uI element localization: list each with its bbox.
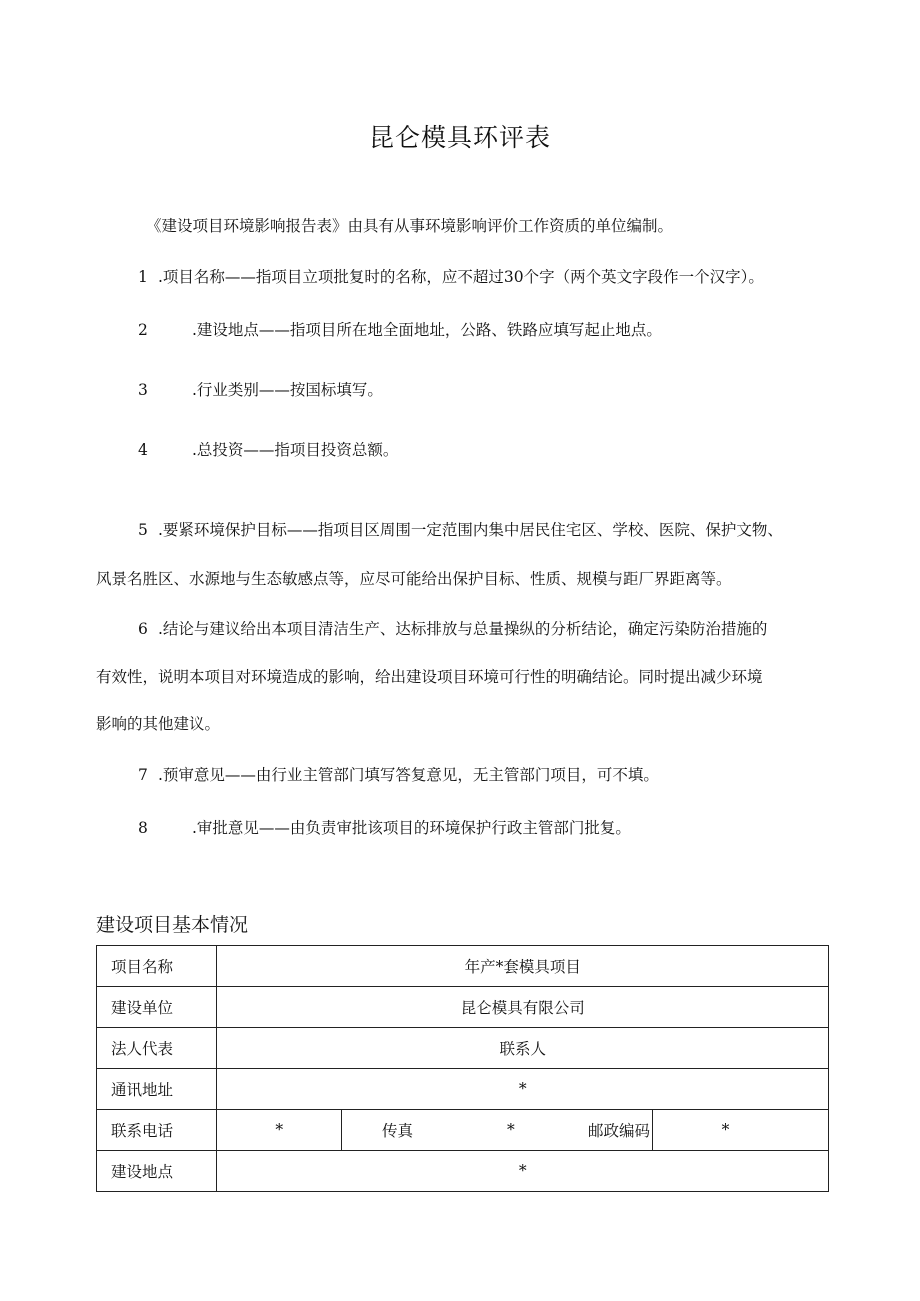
table-row [97,1028,829,1069]
item-number-4: 4 [138,441,148,459]
item-number-5: 5 [138,521,148,539]
item-text-6-line3: 影响的其他建议。 [96,715,221,733]
item-number-8: 8 [138,819,148,837]
section-title: 建设项目基本情况 [96,914,249,936]
site-value: * [217,1151,829,1192]
item-text-8: .审批意见——由负责审批该项目的环境保护行政主管部门批复。 [192,819,631,837]
item-number-6: 6 [138,620,148,638]
unit-value: 昆仑模具有限公司 [217,987,829,1028]
site-label: 建设地点 [97,1151,217,1192]
fax-label: 传真 [342,1110,468,1151]
item-text-1: .项目名称——指项目立项批复时的名称，应不超过30个字（两个英文字段作一个汉字）。 [158,268,764,286]
item-text-4: .总投资——指项目投资总额。 [192,441,399,459]
contact-label: 联系人 [217,1028,829,1069]
item-text-5-line2: 风景名胜区、水源地与生态敏感点等，应尽可能给出保护目标、性质、规模与距厂界距离等。 [96,570,732,588]
zip-label: 邮政编码 [574,1110,652,1151]
page-title: 昆仑模具环评表 [368,123,551,152]
project-name-label: 项目名称 [97,946,217,987]
table-row [97,946,829,987]
table-row [97,1110,829,1151]
unit-label: 建设单位 [97,987,217,1028]
intro-paragraph: 《建设项目环境影响报告表》由具有从事环境影响评价工作资质的单位编制。 [146,217,674,235]
item-text-3: .行业类别——按国标填写。 [192,381,383,399]
phone-label: 联系电话 [97,1110,217,1151]
item-number-1: 1 [138,268,148,286]
item-text-6-line2: 有效性，说明本项目对环境造成的影响，给出建设项目环境可行性的明确结论。同时提出减少环境 [96,668,763,686]
project-name-value: 年产*套模具项目 [217,946,829,987]
item-text-2: .建设地点——指项目所在地全面地址，公路、铁路应填写起止地点。 [192,321,662,339]
item-number-2: 2 [138,321,148,339]
table-row [97,1151,829,1192]
address-label: 通讯地址 [97,1069,217,1110]
item-number-3: 3 [138,381,148,399]
phone-value: * [217,1110,342,1151]
table-row [97,1069,829,1110]
address-value: * [217,1069,829,1110]
item-text-5-line1: .要紧环境保护目标——指项目区周围一定范围内集中居民住宅区、学校、医院、保护文物、 [158,521,783,539]
fax-value: * [468,1110,575,1151]
legal-rep-label: 法人代表 [97,1028,217,1069]
item-number-7: 7 [138,766,148,784]
project-info-table [96,945,829,1192]
item-text-7: .预审意见——由行业主管部门填写答复意见，无主管部门项目，可不填。 [158,766,659,784]
zip-value: * [652,1110,828,1151]
table-row [97,987,829,1028]
item-text-6-line1: .结论与建议给出本项目清洁生产、达标排放与总量操纵的分析结论，确定污染防治措施的 [158,620,768,638]
